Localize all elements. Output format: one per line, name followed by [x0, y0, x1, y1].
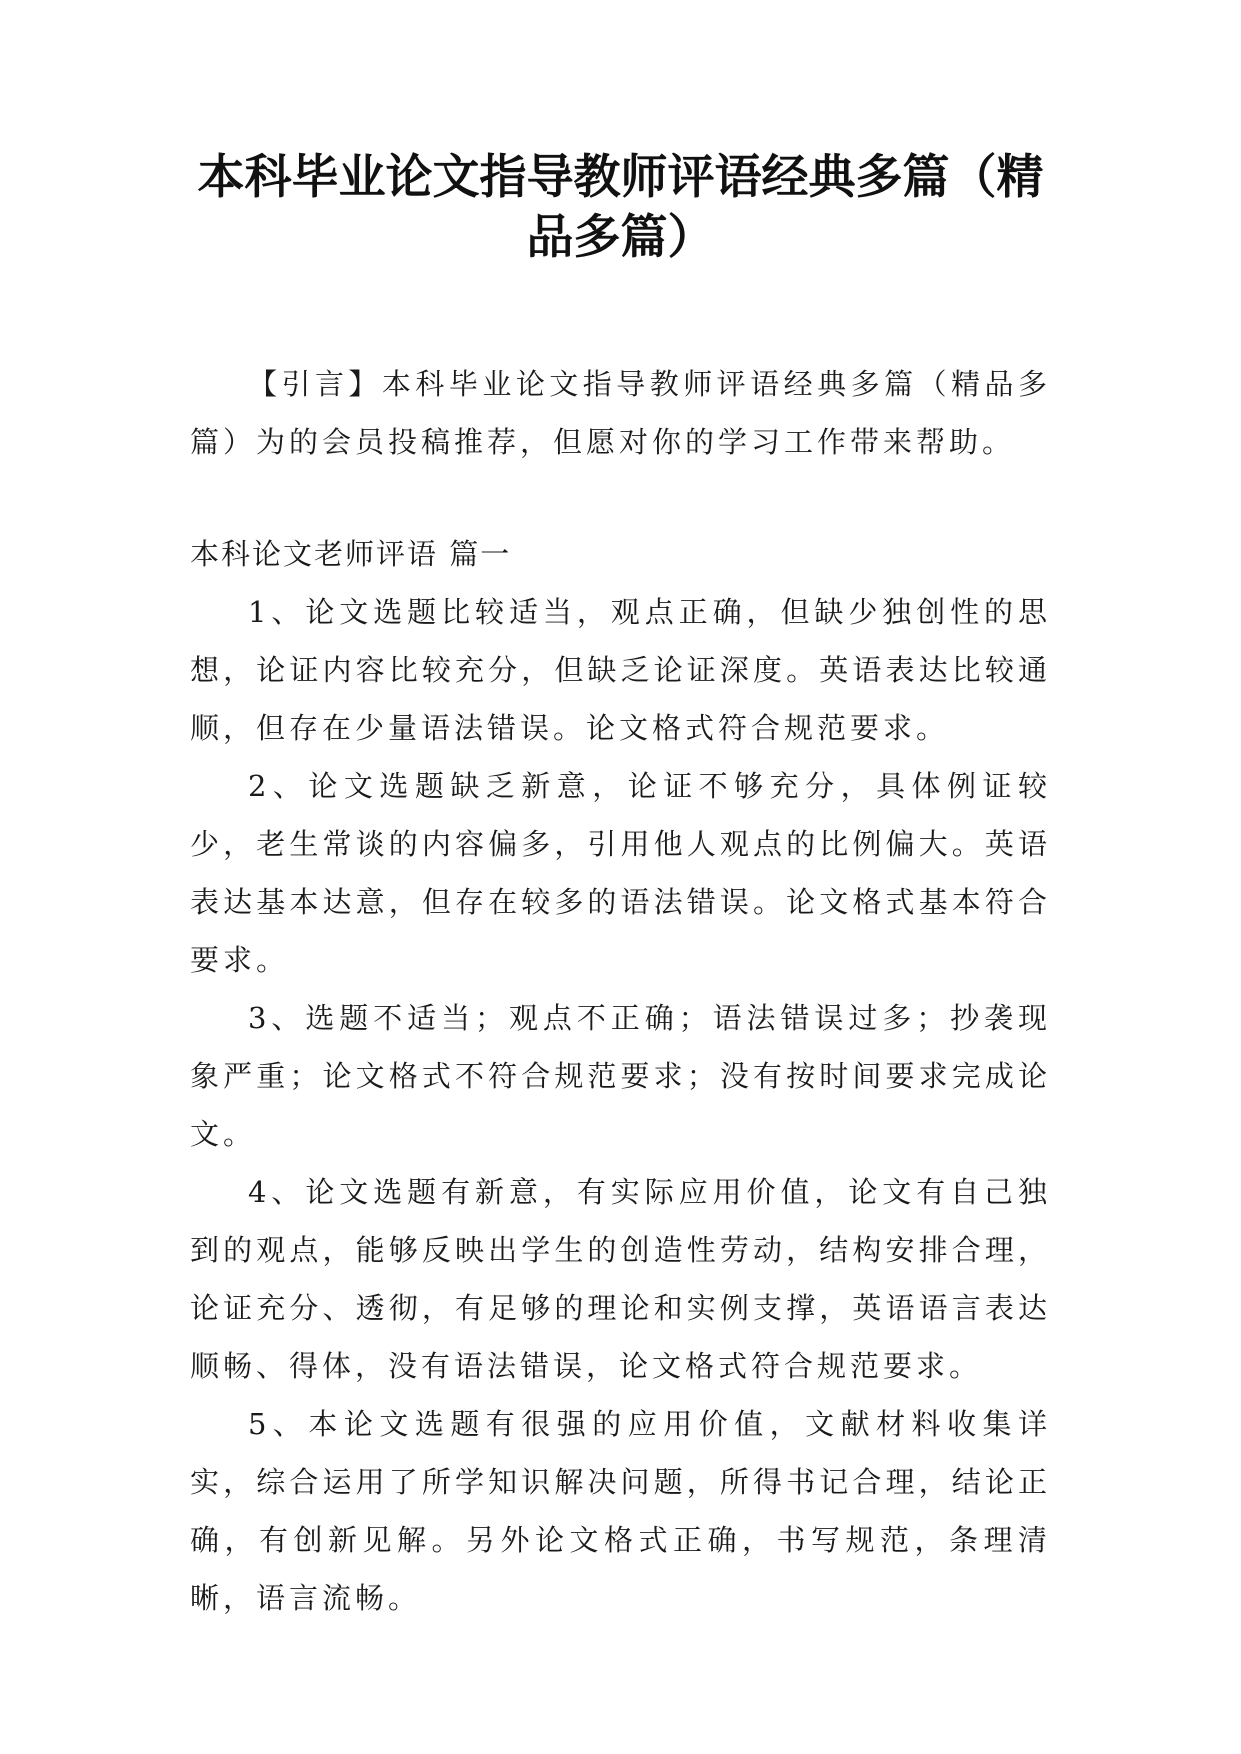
comment-section [190, 525, 1051, 1627]
document-title: 本科毕业论文指导教师评语经典多篇（精品多篇） [197, 150, 1044, 265]
comment-paragraph-1: 1、论文选题比较适当，观点正确，但缺少独创性的思想，论证内容比较充分，但缺乏论证深度。英语表达比较通顺，但存在少量语法错误。论文格式符合规范要求。 [190, 595, 1051, 745]
comment-paragraph-2: 2、论文选题缺乏新意，论证不够充分，具体例证较少，老生常谈的内容偏多，引用他人观点的比例偏大。英语表达基本达意，但存在较多的语法错误。论文格式基本符合要求。 [190, 769, 1051, 977]
comment-paragraph-4: 4、论文选题有新意，有实际应用价值，论文有自己独到的观点，能够反映出学生的创造性劳动，结构安排合理，论证充分、透彻，有足够的理论和实例支撑，英语语言表达顺畅、得体，没有语法错误，论文格式符合规范要求。 [190, 1175, 1051, 1383]
comment-paragraph-5: 5、本论文选题有很强的应用价值，文献材料收集详实，综合运用了所学知识解决问题，所得书记合理，结论正确，有创新见解。另外论文格式正确，书写规范，条理清晰，语言流畅。 [190, 1407, 1051, 1615]
comment-paragraph-3: 3、选题不适当；观点不正确；语法错误过多；抄袭现象严重；论文格式不符合规范要求；没有按时间要求完成论文。 [190, 1001, 1051, 1151]
intro-paragraph: 【引言】本科毕业论文指导教师评语经典多篇（精品多篇）为的会员投稿推荐，但愿对你的学习工作带来帮助。 [190, 367, 1051, 459]
section-heading: 本科论文老师评语 篇一 [190, 537, 512, 571]
